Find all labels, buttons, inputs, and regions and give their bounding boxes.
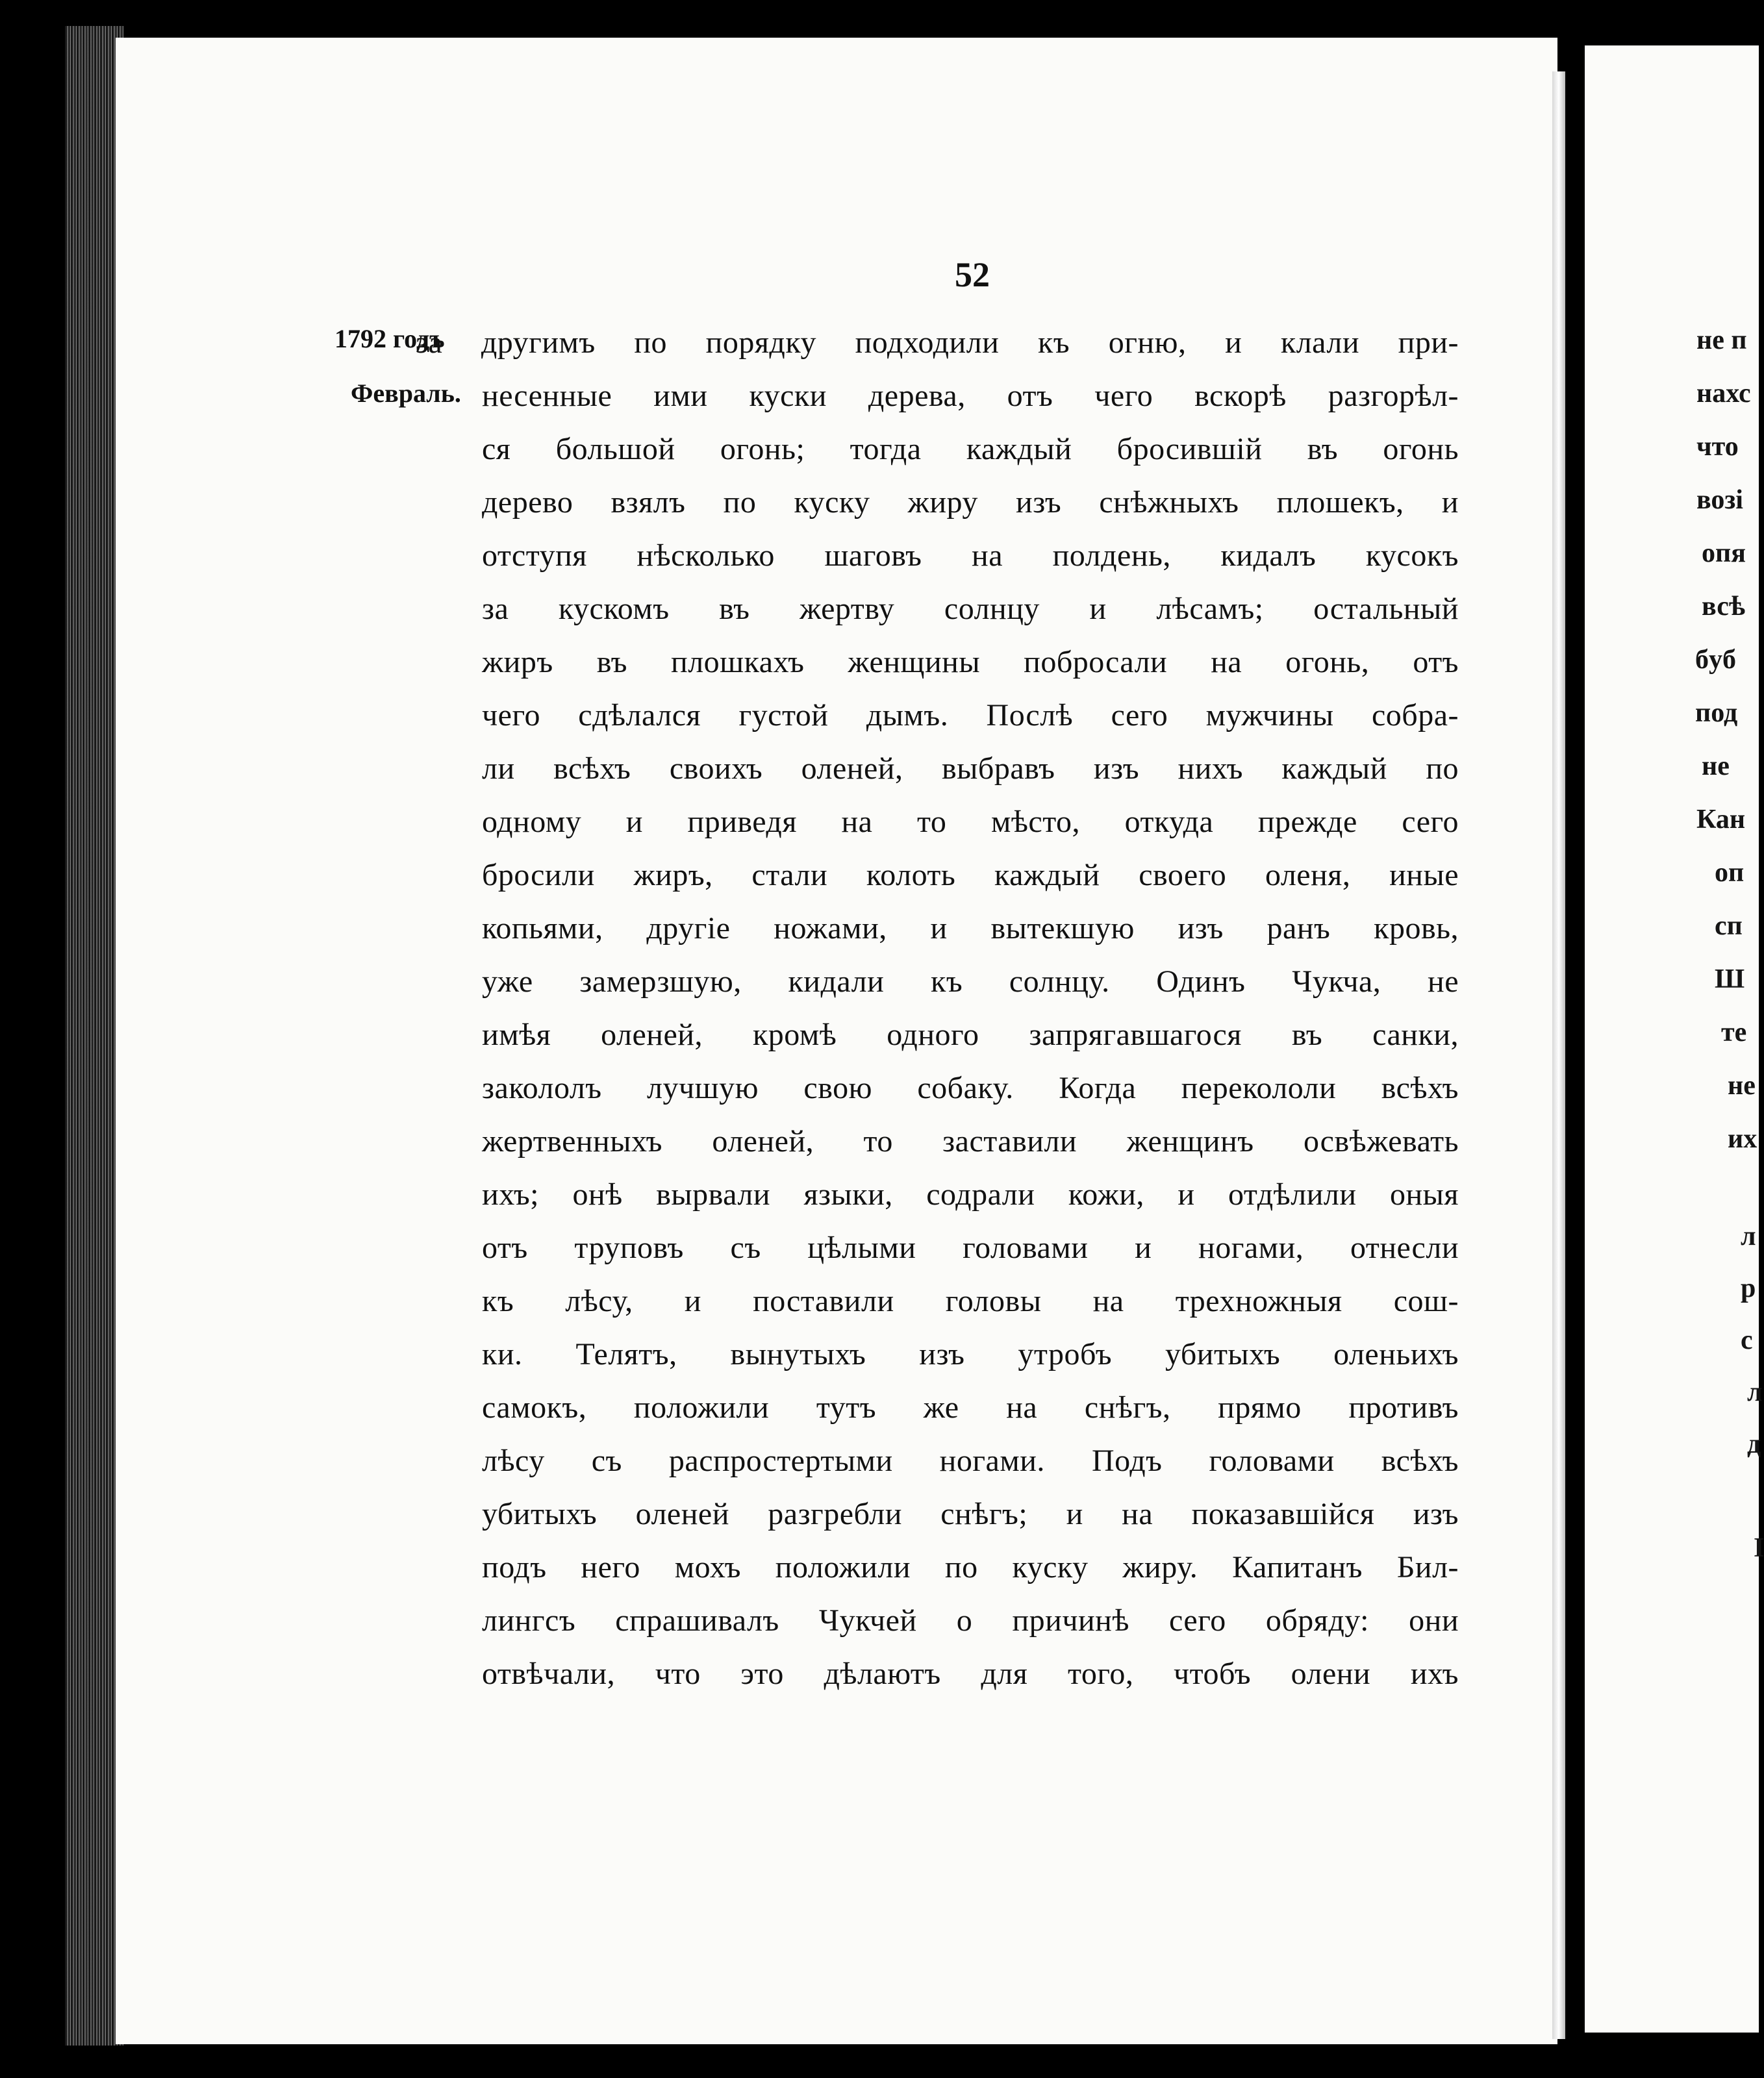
right-page-fragment: их — [1728, 1124, 1758, 1154]
right-page-fragment: что — [1696, 432, 1739, 462]
text-line: отъ труповъ съ цѣлыми головами и ногами, отнесли — [482, 1231, 1459, 1265]
right-page-fragment: под — [1695, 698, 1738, 728]
text-line: лѣсу съ распростертыми ногами. Подъ головами всѣхъ — [482, 1444, 1459, 1478]
text-line: самокъ, положили тутъ же на снѣгъ, прямо противъ — [482, 1390, 1459, 1425]
text-line: жертвенныхъ оленей, то заставили женщинъ освѣжевать — [482, 1124, 1459, 1158]
right-page-fragment: не — [1702, 751, 1730, 781]
text-line: за другимъ по порядку подходили къ огню, и клали при- — [416, 325, 1459, 360]
right-page-fragment: р — [1741, 1273, 1756, 1303]
margin-month: Февраль. — [351, 379, 461, 408]
page-number: 52 — [955, 255, 990, 294]
text-line: жиръ въ плошкахъ женщины побросали на огонь, отъ — [482, 645, 1459, 679]
text-line: дерево взялъ по куску жиру изъ снѣжныхъ плошекъ, и — [482, 485, 1459, 520]
text-line: бросили жиръ, стали колоть каждый своего оленя, иные — [482, 858, 1459, 892]
text-line: имѣя оленей, кромѣ одного запрягавшагося въ санки, — [482, 1018, 1459, 1052]
margin-year: 1792 годъ — [334, 324, 445, 353]
right-page-fragment: не п — [1696, 325, 1747, 355]
right-page-fragment: с — [1741, 1325, 1753, 1355]
right-page-fragment: бyб — [1695, 645, 1736, 675]
right-page-fragment: д — [1747, 1429, 1761, 1459]
text-line: несенные ими куски дерева, отъ чего вскорѣ разгорѣл- — [482, 379, 1459, 413]
right-page-fragment: те — [1721, 1018, 1747, 1047]
text-line: къ лѣсу, и поставили головы на трехножныя сош- — [482, 1284, 1459, 1318]
text-line: убитыхъ оленей разгребли снѣгъ; и на показавшійся изъ — [482, 1497, 1459, 1531]
text-line: ся большой огонь; тогда каждый бросившій въ огонь — [482, 432, 1459, 466]
text-line: отступя нѣсколько шаговъ на полдень, кидалъ кусокъ — [482, 538, 1459, 573]
page-edge — [1552, 71, 1565, 2039]
text-line: одному и приведя на то мѣсто, откуда прежде сего — [482, 805, 1459, 839]
right-page-fragment: л — [1741, 1221, 1756, 1251]
book-binding — [65, 26, 123, 2046]
text-line: чего сдѣлался густой дымъ. Послѣ сего мужчины собра- — [482, 698, 1459, 732]
right-page-fragment: л — [1747, 1377, 1763, 1407]
right-page-fragment: всѣ — [1702, 592, 1746, 621]
right-page-fragment: нахс — [1696, 379, 1751, 408]
text-line: уже замерзшую, кидали къ солнцу. Одинъ Чукча, не — [482, 964, 1459, 999]
right-page-fragment: Кан — [1696, 805, 1746, 834]
text-line: лингсъ спрашивалъ Чукчей о причинѣ сего обряду: они — [482, 1603, 1459, 1638]
text-line: за кускомъ въ жертву солнцу и лѣсамъ; остальный — [482, 592, 1459, 626]
text-line: подъ него мохъ положили по куску жиру. Капитанъ Бил- — [482, 1550, 1459, 1584]
right-page-fragment: оп — [1715, 858, 1745, 888]
right-page-fragment: сп — [1715, 911, 1743, 941]
right-page-fragment: І — [1754, 1533, 1764, 1563]
text-line: ли всѣхъ своихъ оленей, выбравъ изъ нихъ каждый по — [482, 751, 1459, 786]
text-line: отвѣчали, что это дѣлаютъ для того, чтобъ олени ихъ — [482, 1657, 1459, 1691]
text-line: копьями, другіе ножами, и вытекшую изъ ранъ кровь, — [482, 911, 1459, 945]
text-line: ки. Телятъ, вынутыхъ изъ утробъ убитыхъ оленьихъ — [482, 1337, 1459, 1371]
right-page-fragment: опя — [1702, 538, 1746, 568]
text-line: закололъ лучшую свою собаку. Когда перекололи всѣхъ — [482, 1071, 1459, 1105]
right-page-fragment: Ш — [1715, 964, 1745, 994]
text-line: ихъ; онѣ вырвали языки, содрали кожи, и отдѣлили оныя — [482, 1177, 1459, 1212]
right-page-fragment: не — [1728, 1071, 1756, 1101]
right-page-fragment: возі — [1696, 485, 1743, 515]
